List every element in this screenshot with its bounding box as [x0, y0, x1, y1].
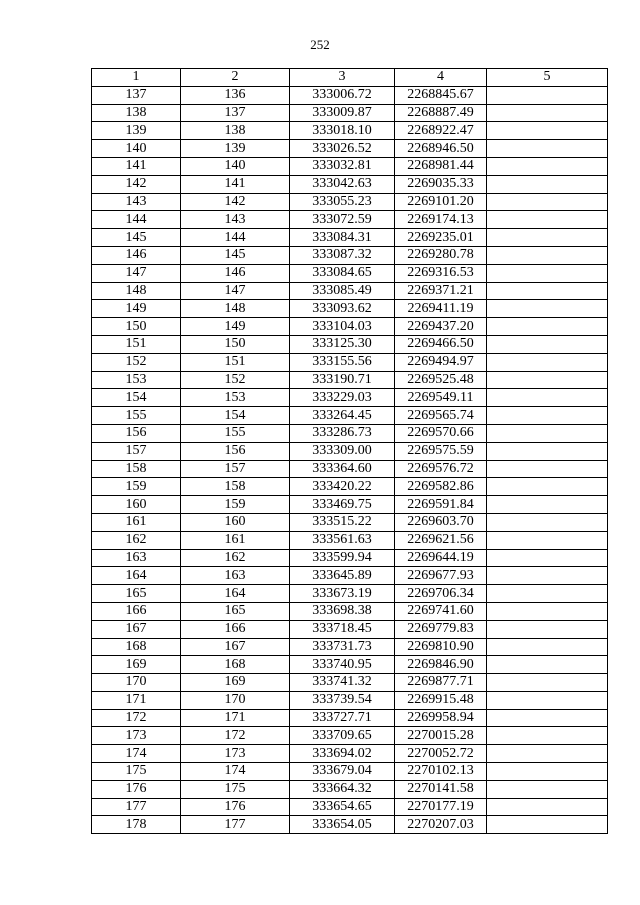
table-cell: 333125.30 [290, 335, 395, 353]
table-row [92, 193, 608, 211]
table-cell: 154 [181, 407, 290, 425]
table-cell [487, 211, 608, 229]
table-cell: 333664.32 [290, 780, 395, 798]
table-cell [487, 780, 608, 798]
table-cell: 162 [181, 549, 290, 567]
table-cell: 333190.71 [290, 371, 395, 389]
table-cell: 169 [92, 656, 181, 674]
table-cell [487, 140, 608, 158]
table-cell: 175 [181, 780, 290, 798]
table-cell [487, 318, 608, 336]
table-cell [487, 229, 608, 247]
table-cell: 2269603.70 [395, 513, 487, 531]
table-cell: 2269582.86 [395, 478, 487, 496]
table-cell: 146 [181, 264, 290, 282]
table-cell: 163 [92, 549, 181, 567]
table-row [92, 638, 608, 656]
table-cell: 165 [181, 602, 290, 620]
table-cell: 333264.45 [290, 407, 395, 425]
table-cell: 137 [181, 104, 290, 122]
table-row [92, 513, 608, 531]
table-cell: 2269779.83 [395, 620, 487, 638]
table-cell [487, 460, 608, 478]
column-header: 3 [290, 69, 395, 87]
table-cell [487, 478, 608, 496]
table-row [92, 229, 608, 247]
table-cell: 333032.81 [290, 157, 395, 175]
table-cell: 177 [92, 798, 181, 816]
table-row [92, 549, 608, 567]
table-cell: 2269316.53 [395, 264, 487, 282]
table-cell: 333718.45 [290, 620, 395, 638]
table-cell: 150 [92, 318, 181, 336]
table-cell [487, 585, 608, 603]
table-cell: 173 [181, 745, 290, 763]
table-cell: 170 [181, 691, 290, 709]
table-cell: 145 [181, 246, 290, 264]
table-cell [487, 264, 608, 282]
table-cell [487, 175, 608, 193]
table-row [92, 122, 608, 140]
table-cell [487, 389, 608, 407]
table-row [92, 691, 608, 709]
table-cell: 147 [181, 282, 290, 300]
table-cell: 333420.22 [290, 478, 395, 496]
table-cell: 2269810.90 [395, 638, 487, 656]
column-header: 2 [181, 69, 290, 87]
table-cell: 2269174.13 [395, 211, 487, 229]
table-cell: 151 [92, 335, 181, 353]
table-cell: 142 [92, 175, 181, 193]
table-cell: 2269466.50 [395, 335, 487, 353]
table-cell: 141 [181, 175, 290, 193]
table-cell: 333561.63 [290, 531, 395, 549]
table-cell: 163 [181, 567, 290, 585]
table-cell: 2269741.60 [395, 602, 487, 620]
table-cell: 139 [181, 140, 290, 158]
table-cell: 2269591.84 [395, 496, 487, 514]
table-cell: 333072.59 [290, 211, 395, 229]
table-cell [487, 371, 608, 389]
table-row [92, 300, 608, 318]
table-cell: 178 [92, 816, 181, 834]
table-cell: 164 [181, 585, 290, 603]
table-cell: 152 [181, 371, 290, 389]
table-cell: 2268946.50 [395, 140, 487, 158]
table-cell [487, 496, 608, 514]
table-cell: 148 [92, 282, 181, 300]
table-cell: 333709.65 [290, 727, 395, 745]
table-cell: 2270207.03 [395, 816, 487, 834]
table-cell: 2268981.44 [395, 157, 487, 175]
table-cell: 141 [92, 157, 181, 175]
table-cell [487, 193, 608, 211]
table-row [92, 531, 608, 549]
table-cell: 333026.52 [290, 140, 395, 158]
table-row [92, 674, 608, 692]
table-cell: 149 [92, 300, 181, 318]
table-row [92, 763, 608, 781]
table-cell [487, 549, 608, 567]
table-cell: 2269677.93 [395, 567, 487, 585]
table-cell: 174 [92, 745, 181, 763]
table-cell [487, 442, 608, 460]
table-cell: 149 [181, 318, 290, 336]
table-cell [487, 300, 608, 318]
table-cell [487, 798, 608, 816]
table-cell: 333698.38 [290, 602, 395, 620]
table-cell: 333654.05 [290, 816, 395, 834]
table-cell [487, 246, 608, 264]
table-cell: 167 [181, 638, 290, 656]
table-row [92, 816, 608, 834]
table-cell: 160 [92, 496, 181, 514]
table-cell: 176 [181, 798, 290, 816]
table-cell: 168 [181, 656, 290, 674]
table-cell: 2269877.71 [395, 674, 487, 692]
table-cell: 333739.54 [290, 691, 395, 709]
table-cell: 333093.62 [290, 300, 395, 318]
table-cell: 143 [92, 193, 181, 211]
table-cell [487, 656, 608, 674]
table-cell: 150 [181, 335, 290, 353]
table-row [92, 567, 608, 585]
table-cell: 2269846.90 [395, 656, 487, 674]
table-cell: 333741.32 [290, 674, 395, 692]
table-cell: 2269549.11 [395, 389, 487, 407]
table-cell: 333515.22 [290, 513, 395, 531]
table-row [92, 353, 608, 371]
table-cell: 173 [92, 727, 181, 745]
table-row [92, 175, 608, 193]
table-cell: 2269494.97 [395, 353, 487, 371]
table-cell: 138 [181, 122, 290, 140]
table-cell: 171 [181, 709, 290, 727]
table-cell: 2269565.74 [395, 407, 487, 425]
table-cell: 155 [181, 424, 290, 442]
table-cell: 157 [92, 442, 181, 460]
table-cell: 161 [181, 531, 290, 549]
table-cell: 2270141.58 [395, 780, 487, 798]
table-cell: 333679.04 [290, 763, 395, 781]
table-cell [487, 282, 608, 300]
table-row [92, 496, 608, 514]
table-cell: 2269958.94 [395, 709, 487, 727]
table-cell: 2269621.56 [395, 531, 487, 549]
table-row [92, 246, 608, 264]
table-cell [487, 602, 608, 620]
table-cell: 2269525.48 [395, 371, 487, 389]
table-cell: 2270052.72 [395, 745, 487, 763]
table-cell: 175 [92, 763, 181, 781]
table-cell: 333155.56 [290, 353, 395, 371]
table-row [92, 745, 608, 763]
table-cell: 2268845.67 [395, 86, 487, 104]
table-cell [487, 122, 608, 140]
table-row [92, 264, 608, 282]
table-cell [487, 353, 608, 371]
table-row [92, 335, 608, 353]
table-cell: 333055.23 [290, 193, 395, 211]
table-cell: 333084.65 [290, 264, 395, 282]
table-cell: 166 [181, 620, 290, 638]
table-cell [487, 745, 608, 763]
table-cell: 153 [92, 371, 181, 389]
table-cell: 137 [92, 86, 181, 104]
table-row [92, 211, 608, 229]
table-cell: 161 [92, 513, 181, 531]
table-cell: 145 [92, 229, 181, 247]
table-cell: 2269280.78 [395, 246, 487, 264]
table-cell: 333006.72 [290, 86, 395, 104]
table-cell [487, 816, 608, 834]
table-cell: 333740.95 [290, 656, 395, 674]
table-cell: 155 [92, 407, 181, 425]
table-row [92, 585, 608, 603]
table-cell: 176 [92, 780, 181, 798]
table-cell [487, 407, 608, 425]
table-cell: 2269570.66 [395, 424, 487, 442]
table-cell: 165 [92, 585, 181, 603]
table-cell: 333042.63 [290, 175, 395, 193]
table-cell: 153 [181, 389, 290, 407]
table-row [92, 656, 608, 674]
table-cell: 333694.02 [290, 745, 395, 763]
table-cell: 172 [181, 727, 290, 745]
coordinates-table [91, 68, 608, 834]
table-cell: 333727.71 [290, 709, 395, 727]
table-row [92, 389, 608, 407]
table-cell: 146 [92, 246, 181, 264]
table-cell: 333229.03 [290, 389, 395, 407]
table-cell: 158 [92, 460, 181, 478]
table-cell: 170 [92, 674, 181, 692]
table-cell: 333085.49 [290, 282, 395, 300]
table-cell: 333084.31 [290, 229, 395, 247]
table-cell: 151 [181, 353, 290, 371]
table-cell: 144 [181, 229, 290, 247]
table-cell: 159 [92, 478, 181, 496]
table-cell: 2268887.49 [395, 104, 487, 122]
table-cell: 333654.65 [290, 798, 395, 816]
table-cell: 139 [92, 122, 181, 140]
table-cell: 142 [181, 193, 290, 211]
table-cell [487, 638, 608, 656]
table-cell [487, 86, 608, 104]
table-cell: 333364.60 [290, 460, 395, 478]
table-header-row [92, 69, 608, 87]
table-cell: 333469.75 [290, 496, 395, 514]
table-cell [487, 620, 608, 638]
column-header: 5 [487, 69, 608, 87]
table-cell: 156 [181, 442, 290, 460]
table-cell [487, 513, 608, 531]
table-cell: 333286.73 [290, 424, 395, 442]
table-cell: 2270102.13 [395, 763, 487, 781]
table-cell: 174 [181, 763, 290, 781]
table-cell: 158 [181, 478, 290, 496]
table-cell [487, 424, 608, 442]
table-row [92, 140, 608, 158]
column-header: 4 [395, 69, 487, 87]
table-cell [487, 763, 608, 781]
table-cell: 333673.19 [290, 585, 395, 603]
table-row [92, 86, 608, 104]
table-cell [487, 531, 608, 549]
table-row [92, 104, 608, 122]
table-row [92, 620, 608, 638]
table-body [92, 86, 608, 833]
table-cell [487, 567, 608, 585]
table-row [92, 157, 608, 175]
table-cell: 167 [92, 620, 181, 638]
table-cell: 171 [92, 691, 181, 709]
table-row [92, 709, 608, 727]
table-cell: 333309.00 [290, 442, 395, 460]
table-cell: 166 [92, 602, 181, 620]
table-cell: 2270177.19 [395, 798, 487, 816]
table-cell: 2269371.21 [395, 282, 487, 300]
table-cell: 333009.87 [290, 104, 395, 122]
table-cell: 333018.10 [290, 122, 395, 140]
table-row [92, 407, 608, 425]
column-header: 1 [92, 69, 181, 87]
table-cell: 160 [181, 513, 290, 531]
table-cell [487, 691, 608, 709]
table-row [92, 442, 608, 460]
table-cell: 2269706.34 [395, 585, 487, 603]
table-cell: 143 [181, 211, 290, 229]
table-row [92, 478, 608, 496]
table-row [92, 727, 608, 745]
table-row [92, 460, 608, 478]
table-cell: 169 [181, 674, 290, 692]
table-cell [487, 727, 608, 745]
table-row [92, 318, 608, 336]
table-cell: 144 [92, 211, 181, 229]
table-cell: 162 [92, 531, 181, 549]
table-cell: 2269411.19 [395, 300, 487, 318]
table-cell: 2268922.47 [395, 122, 487, 140]
table-row [92, 602, 608, 620]
table-cell: 2269035.33 [395, 175, 487, 193]
table-row [92, 371, 608, 389]
table-cell: 333599.94 [290, 549, 395, 567]
table-cell: 2269576.72 [395, 460, 487, 478]
table-cell [487, 157, 608, 175]
table-row [92, 798, 608, 816]
table-row [92, 780, 608, 798]
table-cell: 172 [92, 709, 181, 727]
table-cell: 140 [181, 157, 290, 175]
table-cell: 152 [92, 353, 181, 371]
table-cell: 156 [92, 424, 181, 442]
page-number: 252 [310, 37, 330, 52]
table-cell: 2269101.20 [395, 193, 487, 211]
table-cell [487, 104, 608, 122]
table-cell: 147 [92, 264, 181, 282]
table-cell: 333731.73 [290, 638, 395, 656]
table-cell: 2269915.48 [395, 691, 487, 709]
table-cell: 140 [92, 140, 181, 158]
table-cell: 138 [92, 104, 181, 122]
table-cell: 333104.03 [290, 318, 395, 336]
table-cell: 333645.89 [290, 567, 395, 585]
table-cell [487, 674, 608, 692]
table-cell: 2269437.20 [395, 318, 487, 336]
table-cell: 148 [181, 300, 290, 318]
table-cell: 333087.32 [290, 246, 395, 264]
table-cell: 2269644.19 [395, 549, 487, 567]
table-cell: 2270015.28 [395, 727, 487, 745]
table-cell [487, 709, 608, 727]
table-cell: 2269575.59 [395, 442, 487, 460]
table-row [92, 282, 608, 300]
table-cell: 168 [92, 638, 181, 656]
table-cell: 154 [92, 389, 181, 407]
table-row [92, 424, 608, 442]
table-cell: 159 [181, 496, 290, 514]
table-cell: 136 [181, 86, 290, 104]
table-cell: 157 [181, 460, 290, 478]
table-cell: 164 [92, 567, 181, 585]
table-cell: 2269235.01 [395, 229, 487, 247]
table-cell [487, 335, 608, 353]
table-cell: 177 [181, 816, 290, 834]
